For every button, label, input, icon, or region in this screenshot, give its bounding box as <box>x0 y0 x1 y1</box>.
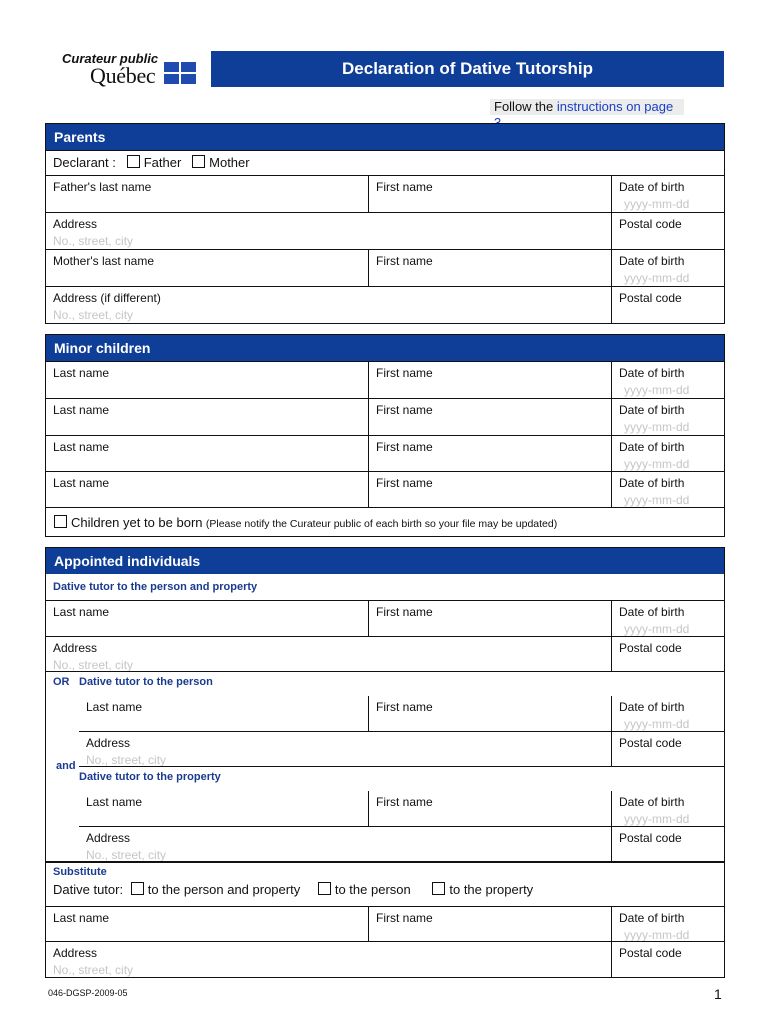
substitute-heading: Substitute <box>53 866 107 878</box>
substitute-first-field[interactable]: First name <box>368 907 612 942</box>
tutor3-postal-field[interactable]: Postal code <box>611 827 724 862</box>
tutor1-last-field[interactable]: Last name <box>53 605 110 619</box>
instructions-link[interactable]: instructions on page <box>556 99 674 114</box>
tutor3-first-field[interactable]: First name <box>368 791 612 826</box>
declarant-label: Declarant : <box>53 155 116 170</box>
opt-person-property-label: to the person and property <box>147 882 301 897</box>
child-dob-field[interactable]: Date of birth yyyy-mm-dd <box>611 436 724 471</box>
tutor1-address-field[interactable]: Address No., street, city <box>53 641 134 672</box>
parents-heading: Parents <box>46 124 724 150</box>
opt-property-checkbox[interactable] <box>432 882 445 895</box>
appointed-heading: Appointed individuals <box>46 548 724 574</box>
father-row <box>46 175 724 212</box>
father-label: Father <box>143 155 182 170</box>
child-dob-field[interactable]: Date of birth yyyy-mm-dd <box>611 472 724 507</box>
or-label: OR <box>53 676 70 688</box>
and-label: and <box>56 760 76 772</box>
logo-line1: Curateur public <box>62 51 159 66</box>
children-yet-note: (Please notify the Curateur public of each birth so your file may be updated) <box>205 518 558 530</box>
page-title: Declaration of Dative Tutorship <box>211 51 724 87</box>
parents-section <box>45 123 725 324</box>
tutor3-name-row <box>79 791 724 826</box>
tutor2-address-row <box>79 731 724 767</box>
declarant-row <box>46 150 724 175</box>
tutor2-postal-field[interactable]: Postal code <box>611 732 724 767</box>
mother-dob-field[interactable]: Date of birth yyyy-mm-dd <box>611 250 724 286</box>
tutor2-last-field[interactable]: Last name <box>86 700 143 714</box>
substitute-postal-field[interactable]: Postal code <box>611 942 724 977</box>
child-row <box>46 435 724 471</box>
child-last-field[interactable]: Last name <box>53 476 110 490</box>
child-first-field[interactable]: First name <box>368 362 612 398</box>
father-dob-field[interactable]: Date of birth yyyy-mm-dd <box>611 176 724 212</box>
child-row <box>46 361 724 398</box>
tutor2-first-field[interactable]: First name <box>368 696 612 731</box>
child-first-field[interactable]: First name <box>368 399 612 435</box>
mother-label: Mother <box>209 155 250 170</box>
tutor1-first-field[interactable]: First name <box>368 601 612 637</box>
quebec-flag-icon <box>164 62 196 84</box>
children-section <box>45 334 725 537</box>
child-row <box>46 471 724 507</box>
child-last-field[interactable]: Last name <box>53 440 110 454</box>
child-row <box>46 398 724 435</box>
children-yet-label: Children yet to be born <box>71 515 203 530</box>
child-last-field[interactable]: Last name <box>53 366 110 380</box>
tutor-person-heading: Dative tutor to the person <box>79 676 213 688</box>
mother-row <box>46 249 724 286</box>
substitute-address-row <box>46 941 724 977</box>
opt-person-property-checkbox[interactable] <box>131 882 144 895</box>
tutor1-address-row <box>46 636 724 672</box>
tutor2-address-field[interactable]: Address No., street, city <box>86 736 167 767</box>
tutor1-name-row <box>46 600 724 637</box>
follow-text: Follow the <box>494 99 557 114</box>
tutor-property-heading: Dative tutor to the property <box>79 771 221 783</box>
substitute-dob-field[interactable]: Date of birth yyyy-mm-dd <box>611 907 724 942</box>
tutor3-dob-field[interactable]: Date of birth yyyy-mm-dd <box>611 791 724 826</box>
form-code: 046-DGSP-2009-05 <box>48 988 128 998</box>
instructions-note <box>490 99 684 115</box>
opt-person-checkbox[interactable] <box>318 882 331 895</box>
children-heading: Minor children <box>46 335 724 361</box>
child-first-field[interactable]: First name <box>368 472 612 507</box>
children-yet-checkbox[interactable] <box>54 515 67 528</box>
child-dob-field[interactable]: Date of birth yyyy-mm-dd <box>611 362 724 398</box>
children-yet-row <box>46 507 724 536</box>
opt-person-label: to the person <box>334 882 411 897</box>
father-last-field[interactable]: Father's last name <box>53 180 152 194</box>
substitute-options <box>53 882 533 897</box>
logo-line2: Québec <box>90 63 156 88</box>
father-address-field[interactable]: Address No., street, city <box>53 217 134 248</box>
child-first-field[interactable]: First name <box>368 436 612 471</box>
father-postal-field[interactable]: Postal code <box>611 213 724 249</box>
mother-postal-field[interactable]: Postal code <box>611 287 724 323</box>
substitute-address-field[interactable]: Address No., street, city <box>53 946 134 977</box>
mother-last-field[interactable]: Mother's last name <box>53 254 154 268</box>
opt-property-label: to the property <box>449 882 534 897</box>
tutor3-address-field[interactable]: Address No., street, city <box>86 831 167 862</box>
tutor3-address-row <box>79 826 724 862</box>
father-address-row <box>46 212 724 249</box>
tutor2-name-row <box>79 696 724 731</box>
mother-first-field[interactable]: First name <box>368 250 612 286</box>
dative-tutor-label: Dative tutor: <box>53 882 124 897</box>
tutor1-dob-field[interactable]: Date of birth yyyy-mm-dd <box>611 601 724 637</box>
mother-address-row <box>46 286 724 323</box>
mother-checkbox[interactable] <box>192 155 205 168</box>
tutor1-postal-field[interactable]: Postal code <box>611 637 724 672</box>
appointed-section <box>45 547 725 978</box>
child-dob-field[interactable]: Date of birth yyyy-mm-dd <box>611 399 724 435</box>
substitute-name-row <box>46 906 724 942</box>
tutor3-last-field[interactable]: Last name <box>86 795 143 809</box>
tutor-person-property-heading: Dative tutor to the person and property <box>53 581 258 593</box>
child-last-field[interactable]: Last name <box>53 403 110 417</box>
page-number: 1 <box>714 986 722 1002</box>
father-first-field[interactable]: First name <box>368 176 612 212</box>
father-checkbox[interactable] <box>127 155 140 168</box>
mother-address-field[interactable]: Address (if different) No., street, city <box>53 291 161 322</box>
tutor2-dob-field[interactable]: Date of birth yyyy-mm-dd <box>611 696 724 731</box>
substitute-last-field[interactable]: Last name <box>53 911 110 925</box>
